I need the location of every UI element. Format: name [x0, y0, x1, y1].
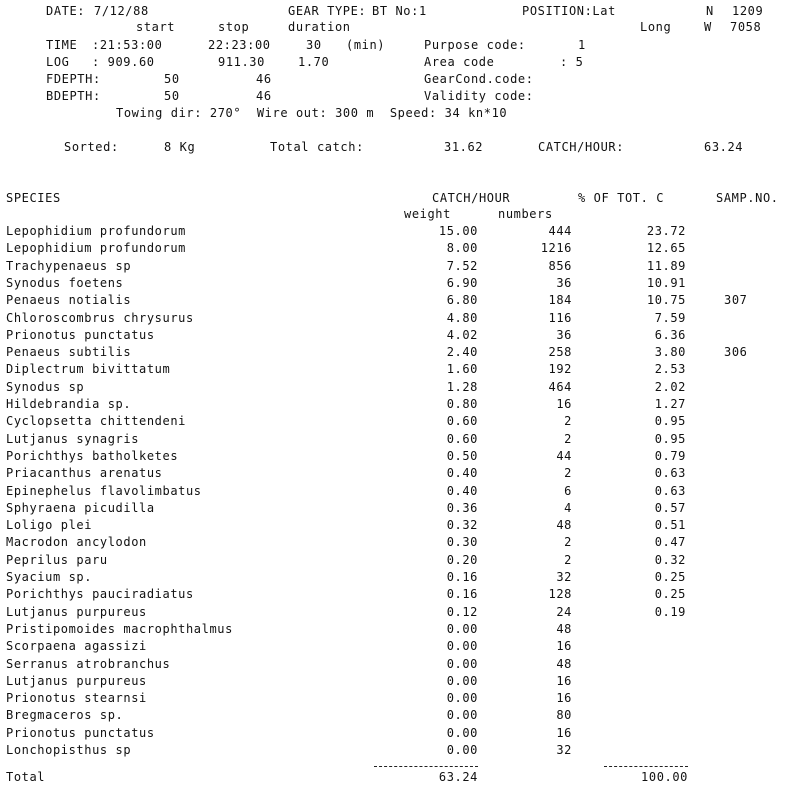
catch-weight: 0.50 — [446, 449, 478, 463]
total-weight: 63.24 — [438, 770, 478, 784]
time-start: :21:53:00 — [92, 38, 163, 52]
percent-of-total: 0.63 — [654, 484, 686, 498]
percent-of-total: 0.47 — [654, 535, 686, 549]
catch-numbers: 48 — [556, 622, 572, 636]
percent-of-total: 23.72 — [646, 224, 686, 238]
percent-of-total: 11.89 — [646, 259, 686, 273]
catch-weight: 0.00 — [446, 622, 478, 636]
species-name: Scorpaena agassizi — [6, 639, 147, 653]
catch-weight: 0.40 — [446, 484, 478, 498]
date-label: DATE: — [46, 4, 86, 18]
catch-numbers: 4 — [564, 501, 572, 515]
towing-line: Towing dir: 270° Wire out: 300 m Speed: 34 kn*10 — [116, 106, 508, 120]
percent-of-total: 0.95 — [654, 414, 686, 428]
catch-weight: 0.00 — [446, 691, 478, 705]
catch-hour-value: 63.24 — [704, 140, 744, 154]
sample-number-column-header: SAMP.NO. — [716, 191, 779, 205]
catch-weight: 0.00 — [446, 726, 478, 740]
total-catch-value: 31.62 — [444, 140, 484, 154]
weight-total-rule — [374, 766, 478, 767]
species-name: Lonchopisthus sp — [6, 743, 132, 757]
catch-weight: 0.30 — [446, 535, 478, 549]
species-name: Synodus sp — [6, 380, 85, 394]
catch-hour-label: CATCH/HOUR: — [538, 140, 625, 154]
percent-of-total: 7.59 — [654, 311, 686, 325]
catch-numbers: 2 — [564, 535, 572, 549]
purpose-code-label: Purpose code: — [424, 38, 526, 52]
sample-number: 307 — [724, 293, 748, 307]
species-name: Cyclopsetta chittendeni — [6, 414, 186, 428]
total-percent: 100.00 — [641, 770, 688, 784]
catch-numbers: 192 — [548, 362, 572, 376]
species-name: Pristipomoides macrophthalmus — [6, 622, 233, 636]
catch-numbers: 444 — [548, 224, 572, 238]
long-hemisphere: W — [704, 20, 712, 34]
species-name: Porichthys batholketes — [6, 449, 179, 463]
percent-of-total: 2.02 — [654, 380, 686, 394]
species-name: Synodus foetens — [6, 276, 124, 290]
species-name: Epinephelus flavolimbatus — [6, 484, 202, 498]
catch-weight: 6.90 — [446, 276, 478, 290]
catch-numbers: 856 — [548, 259, 572, 273]
percent-of-total: 0.95 — [654, 432, 686, 446]
catch-weight: 0.40 — [446, 466, 478, 480]
catch-weight: 0.60 — [446, 432, 478, 446]
species-name: Penaeus subtilis — [6, 345, 132, 359]
catch-numbers: 36 — [556, 328, 572, 342]
catch-numbers: 184 — [548, 293, 572, 307]
catch-numbers: 2 — [564, 553, 572, 567]
percent-of-total: 0.32 — [654, 553, 686, 567]
species-name: Lutjanus purpureus — [6, 674, 147, 688]
percent-of-total: 0.79 — [654, 449, 686, 463]
stop-column-header: stop — [218, 20, 250, 34]
catch-weight: 0.60 — [446, 414, 478, 428]
catch-hour-column-header: CATCH/HOUR — [432, 191, 511, 205]
time-duration: 30 — [306, 38, 322, 52]
percent-of-total: 0.63 — [654, 466, 686, 480]
species-name: Hildebrandia sp. — [6, 397, 132, 411]
catch-weight: 0.00 — [446, 743, 478, 757]
species-name: Macrodon ancylodon — [6, 535, 147, 549]
long-label: Long — [640, 20, 672, 34]
percent-of-total: 1.27 — [654, 397, 686, 411]
percent-total-rule — [604, 766, 688, 767]
catch-numbers: 16 — [556, 674, 572, 688]
species-name: Priacanthus arenatus — [6, 466, 163, 480]
catch-numbers: 2 — [564, 466, 572, 480]
area-code-value: : 5 — [560, 55, 584, 69]
species-column-header: SPECIES — [6, 191, 61, 205]
species-name: Trachypenaeus sp — [6, 259, 132, 273]
catch-weight: 8.00 — [446, 241, 478, 255]
sorted-value: 8 Kg — [164, 140, 196, 154]
gear-type-label: GEAR TYPE: — [288, 4, 367, 18]
purpose-code-value: 1 — [578, 38, 586, 52]
log-stop: 911.30 — [218, 55, 265, 69]
catch-numbers: 6 — [564, 484, 572, 498]
species-name: Prionotus punctatus — [6, 328, 155, 342]
catch-weight: 4.80 — [446, 311, 478, 325]
catch-numbers: 80 — [556, 708, 572, 722]
bdepth-start: 50 — [164, 89, 180, 103]
catch-weight: 2.40 — [446, 345, 478, 359]
catch-numbers: 48 — [556, 657, 572, 671]
total-catch-label: Total catch: — [270, 140, 364, 154]
species-name: Bregmaceros sp. — [6, 708, 124, 722]
catch-weight: 0.20 — [446, 553, 478, 567]
catch-numbers: 44 — [556, 449, 572, 463]
catch-numbers: 16 — [556, 397, 572, 411]
species-name: Lepophidium profundorum — [6, 241, 186, 255]
sorted-label: Sorted: — [64, 140, 119, 154]
species-name: Lutjanus purpureus — [6, 605, 147, 619]
catch-numbers: 24 — [556, 605, 572, 619]
fdepth-stop: 46 — [256, 72, 272, 86]
bdepth-label: BDEPTH: — [46, 89, 101, 103]
catch-numbers: 258 — [548, 345, 572, 359]
start-column-header: start — [136, 20, 176, 34]
percent-of-total-column-header: % OF TOT. C — [578, 191, 665, 205]
fdepth-start: 50 — [164, 72, 180, 86]
species-name: Peprilus paru — [6, 553, 108, 567]
total-label: Total — [6, 770, 46, 784]
catch-numbers: 16 — [556, 639, 572, 653]
date-value: 7/12/88 — [94, 4, 149, 18]
bdepth-stop: 46 — [256, 89, 272, 103]
percent-of-total: 2.53 — [654, 362, 686, 376]
long-value: 7058 — [730, 20, 762, 34]
catch-numbers: 32 — [556, 570, 572, 584]
weight-subheader: weight — [404, 207, 451, 221]
species-name: Prionotus stearnsi — [6, 691, 147, 705]
species-name: Loligo plei — [6, 518, 93, 532]
catch-numbers: 128 — [548, 587, 572, 601]
catch-numbers: 16 — [556, 691, 572, 705]
percent-of-total: 0.19 — [654, 605, 686, 619]
catch-weight: 7.52 — [446, 259, 478, 273]
percent-of-total: 10.75 — [646, 293, 686, 307]
catch-weight: 0.16 — [446, 570, 478, 584]
percent-of-total: 12.65 — [646, 241, 686, 255]
time-label: TIME — [46, 38, 78, 52]
percent-of-total: 0.51 — [654, 518, 686, 532]
species-name: Serranus atrobranchus — [6, 657, 171, 671]
catch-weight: 0.00 — [446, 639, 478, 653]
numbers-subheader: numbers — [498, 207, 553, 221]
species-name: Porichthys pauciradiatus — [6, 587, 194, 601]
species-name: Lutjanus synagris — [6, 432, 140, 446]
catch-numbers: 16 — [556, 726, 572, 740]
percent-of-total: 3.80 — [654, 345, 686, 359]
fdepth-label: FDEPTH: — [46, 72, 101, 86]
catch-weight: 1.60 — [446, 362, 478, 376]
gearcond-code-label: GearCond.code: — [424, 72, 534, 86]
gear-type-value: BT No:1 — [372, 4, 427, 18]
species-name: Penaeus notialis — [6, 293, 132, 307]
catch-numbers: 116 — [548, 311, 572, 325]
catch-weight: 0.00 — [446, 708, 478, 722]
catch-weight: 15.00 — [438, 224, 478, 238]
catch-numbers: 48 — [556, 518, 572, 532]
lat-hemisphere: N — [706, 4, 714, 18]
catch-numbers: 2 — [564, 414, 572, 428]
catch-weight: 0.80 — [446, 397, 478, 411]
catch-numbers: 36 — [556, 276, 572, 290]
log-duration: 1.70 — [298, 55, 330, 69]
catch-weight: 1.28 — [446, 380, 478, 394]
log-start: : 909.60 — [92, 55, 155, 69]
catch-numbers: 1216 — [540, 241, 572, 255]
position-label: POSITION:Lat — [522, 4, 616, 18]
area-code-label: Area code — [424, 55, 495, 69]
percent-of-total: 6.36 — [654, 328, 686, 342]
duration-column-header: duration — [288, 20, 351, 34]
catch-weight: 0.12 — [446, 605, 478, 619]
time-unit: (min) — [346, 38, 386, 52]
sample-number: 306 — [724, 345, 748, 359]
catch-weight: 0.00 — [446, 657, 478, 671]
percent-of-total: 10.91 — [646, 276, 686, 290]
lat-value: 1209 — [732, 4, 764, 18]
catch-weight: 0.16 — [446, 587, 478, 601]
species-name: Syacium sp. — [6, 570, 93, 584]
catch-numbers: 464 — [548, 380, 572, 394]
species-name: Sphyraena picudilla — [6, 501, 155, 515]
species-name: Diplectrum bivittatum — [6, 362, 171, 376]
catch-weight: 4.02 — [446, 328, 478, 342]
catch-weight: 0.32 — [446, 518, 478, 532]
catch-weight: 0.36 — [446, 501, 478, 515]
percent-of-total: 0.25 — [654, 587, 686, 601]
species-name: Chloroscombrus chrysurus — [6, 311, 194, 325]
catch-numbers: 2 — [564, 432, 572, 446]
species-name: Lepophidium profundorum — [6, 224, 186, 238]
species-name: Prionotus punctatus — [6, 726, 155, 740]
percent-of-total: 0.57 — [654, 501, 686, 515]
percent-of-total: 0.25 — [654, 570, 686, 584]
time-stop: 22:23:00 — [208, 38, 271, 52]
catch-weight: 6.80 — [446, 293, 478, 307]
validity-code-label: Validity code: — [424, 89, 534, 103]
catch-weight: 0.00 — [446, 674, 478, 688]
catch-numbers: 32 — [556, 743, 572, 757]
log-label: LOG — [46, 55, 70, 69]
